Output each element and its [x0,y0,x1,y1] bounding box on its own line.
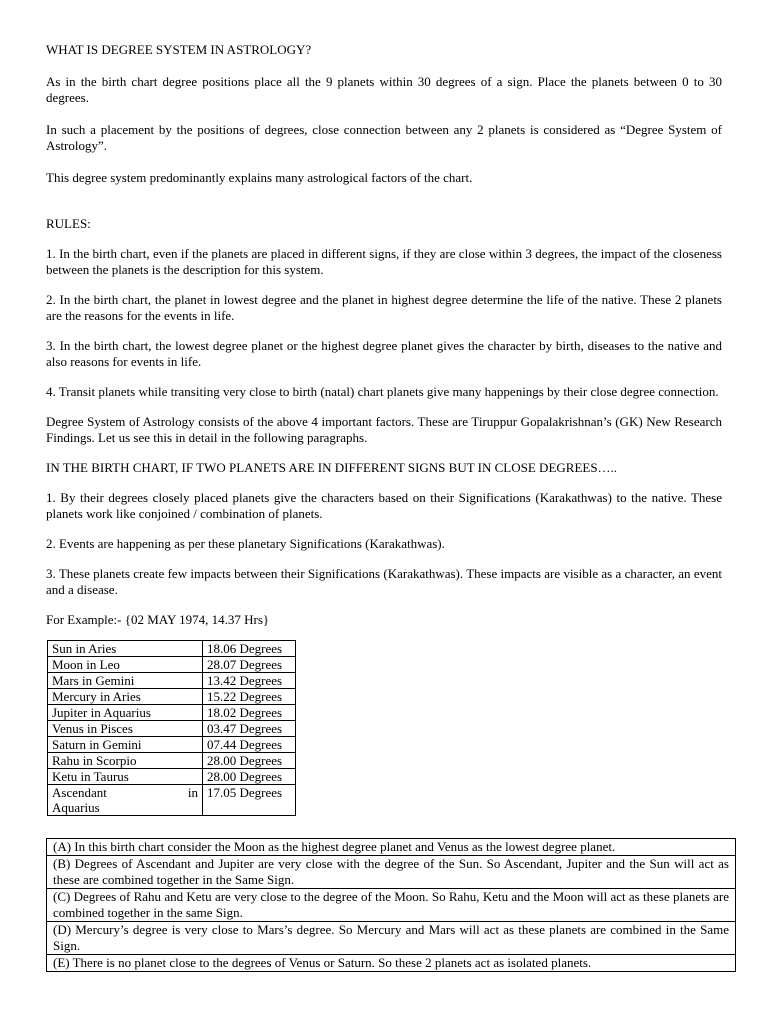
table-row [48,785,296,816]
table-row [48,689,296,705]
ascendant-line [52,785,198,800]
document-page [46,36,729,972]
table-row [48,705,296,721]
example-label: For Example:- {02 MAY 1974, 14.37 Hrs} [46,612,270,627]
table-row [48,753,296,769]
ascendant-in: in [187,785,198,800]
planet-cell [48,785,203,816]
degree-cell: 28.00 Degrees [203,753,296,769]
planet-cell: Rahu in Scorpio [48,753,203,769]
section-point: 2. Events are happening as per these planetary Significations (Karakathwas). [46,536,445,551]
section-point: 1. By their degrees closely placed planets give the characters based on their Significations (Karakathwas) to the native. These planets work like conjoined / combination of planets. [46,490,722,521]
planet-cell: Venus in Pisces [48,721,203,737]
note-cell: (C) Degrees of Rahu and Ketu are very close to the degree of the Moon. So Rahu, Ketu and the Moon will act as these planets are combined together in the same Sign. [47,889,736,922]
degree-cell: 18.02 Degrees [203,705,296,721]
rule-paragraph: 1. In the birth chart, even if the planets are placed in different signs, if they are close within 3 degrees, the impact of the closeness between the planets is the description for this system. [46,246,722,277]
note-cell: (E) There is no planet close to the degrees of Venus or Saturn. So these 2 planets act as isolated planets. [47,955,736,972]
table-row [48,721,296,737]
planet-cell: Moon in Leo [48,657,203,673]
notes-table [46,838,736,972]
rule-paragraph: 2. In the birth chart, the planet in lowest degree and the planet in highest degree determine the life of the native. These 2 planets are the reasons for the events in life. [46,292,722,323]
table-row [48,641,296,657]
degree-cell: 03.47 Degrees [203,721,296,737]
table-row [47,839,736,856]
degree-cell: 13.42 Degrees [203,673,296,689]
note-cell: (D) Mercury’s degree is very close to Mars’s degree. So Mercury and Mars will act as these planets are combined in the Same Sign. [47,922,736,955]
rule-paragraph: 4. Transit planets while transiting very close to birth (natal) chart planets give many happenings by their close degree connection. [46,384,719,399]
section-point: 3. These planets create few impacts between their Significations (Karakathwas). These impacts are visible as a character, an event and a disease. [46,566,722,597]
table-row [47,922,736,955]
page-title: WHAT IS DEGREE SYSTEM IN ASTROLOGY? [46,42,312,57]
planet-cell: Mercury in Aries [48,689,203,705]
degree-cell: 15.22 Degrees [203,689,296,705]
note-cell: (B) Degrees of Ascendant and Jupiter are very close with the degree of the Sun. So Ascendant, Jupiter and the Sun will act as these are combined together in the Same Sign. [47,856,736,889]
note-cell: (A) In this birth chart consider the Moon as the highest degree planet and Venus as the lowest degree planet. [47,839,736,856]
ascendant-word: Ascendant [52,785,107,800]
table-row [48,737,296,753]
planet-cell: Sun in Aries [48,641,203,657]
degree-cell: 07.44 Degrees [203,737,296,753]
table-row [48,673,296,689]
intro-paragraph: As in the birth chart degree positions place all the 9 planets within 30 degrees of a sign. Place the planets between 0 to 30 degrees. [46,74,722,105]
table-row [48,657,296,673]
rule-paragraph: 3. In the birth chart, the lowest degree planet or the highest degree planet gives the character by birth, diseases to the native and also reasons for events in life. [46,338,722,369]
table-row [48,769,296,785]
degree-cell: 28.07 Degrees [203,657,296,673]
planet-cell: Jupiter in Aquarius [48,705,203,721]
degree-cell: 17.05 Degrees [203,785,296,816]
summary-paragraph: Degree System of Astrology consists of the above 4 important factors. These are Tiruppur Gopalakrishnan’s (GK) New Research Findings. Let us see this in detail in the following paragraphs. [46,414,722,445]
planet-cell: Mars in Gemini [48,673,203,689]
degree-cell: 18.06 Degrees [203,641,296,657]
table-row [47,856,736,889]
rules-heading: RULES: [46,216,91,231]
planet-cell: Saturn in Gemini [48,737,203,753]
ascendant-sign: Aquarius [52,800,100,815]
intro-paragraph: This degree system predominantly explains many astrological factors of the chart. [46,170,473,185]
section-heading: IN THE BIRTH CHART, IF TWO PLANETS ARE IN DIFFERENT SIGNS BUT IN CLOSE DEGREES….. [46,460,618,475]
intro-paragraph: In such a placement by the positions of degrees, close connection between any 2 planets is considered as “Degree System of Astrology”. [46,122,722,153]
degree-cell: 28.00 Degrees [203,769,296,785]
table-row [47,889,736,922]
planet-degree-table [47,640,296,816]
table-row [47,955,736,972]
planet-cell: Ketu in Taurus [48,769,203,785]
